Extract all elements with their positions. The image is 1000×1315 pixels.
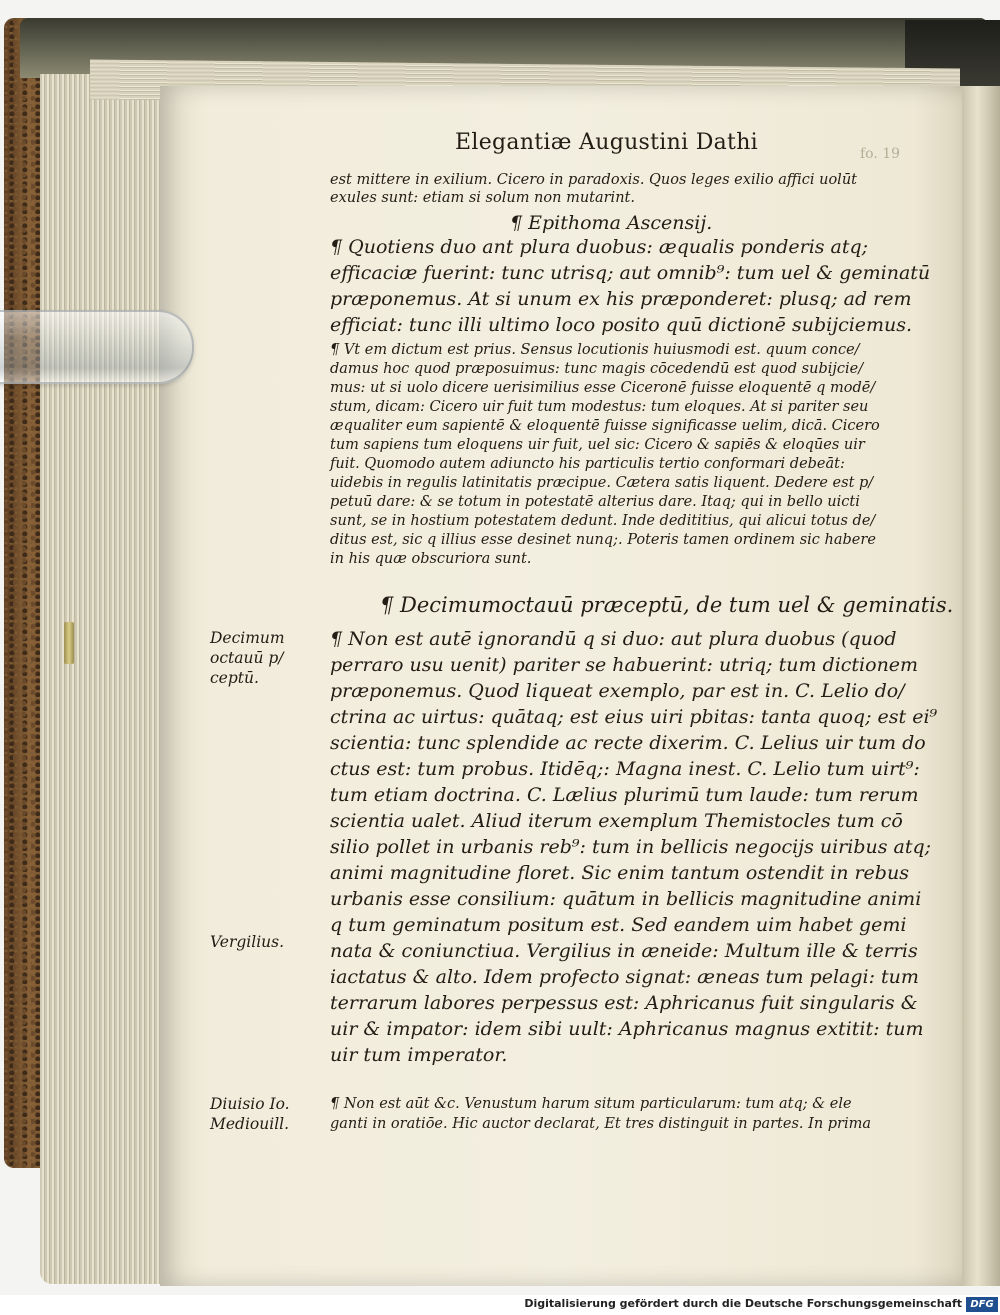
dfg-logo-icon: DFG (966, 1297, 998, 1312)
text-line: uir & impator: idem sibi uult: Aphricanus magnus extitit: tum (330, 1018, 924, 1040)
text-line: silio pollet in urbanis reb⁹: tum in bellicis negocijs uiribus atq; (330, 836, 932, 858)
text-line: urbanis esse consilium: quātum in bellicis magnitudine animi (330, 888, 922, 910)
text-line: fuit. Quomodo autem adiuncto his particulis tertio conformari debeāt: (330, 456, 845, 472)
text-line: perraro usu uenit) pariter se habuerint: utriq; tum dictionem (330, 654, 919, 676)
text-line: est mittere in exilium. Cicero in paradoxis. Quos leges exilio affici uolūt (330, 172, 857, 188)
text-line: tum etiam doctrina. C. Lælius plurimū tum laude: tum rerum (330, 784, 919, 806)
marginal-note-vergilius: Vergilius. (210, 933, 285, 951)
text-line: efficaciæ fuerint: tunc utrisq; aut omnib⁹: tum uel & geminatū (330, 262, 931, 284)
text-line: uidebis in regulis latinitatis præcipue. Cætera satis liquent. Dedere est p/ (330, 475, 874, 491)
section-heading: ¶ Epithoma Ascensij. (510, 212, 713, 234)
text-line: præponemus. Quod liqueat exemplo, par est in. C. Lelio do/ (330, 680, 905, 702)
text-line: efficiat: tunc illi ultimo loco posito quū dictionē subijciemus. (330, 314, 913, 336)
text-line: q tum geminatum positum est. Sed eandem uim habet gemi (330, 914, 907, 936)
text-line: in his quæ obscuriora sunt. (330, 551, 532, 567)
text-line: sunt, se in hostium potestatem dedunt. Inde dedititius, qui alicui totus de/ (330, 513, 876, 529)
running-header: Elegantiæ Augustini Dathi (455, 130, 759, 155)
margin-line: ceptū. (210, 669, 259, 687)
folio-number: fo. 19 (860, 146, 901, 162)
footer-bar (0, 1295, 1000, 1315)
text-line: nata & coniunctiua. Vergilius in æneide: Multum ille & terris (330, 940, 918, 962)
text-line: terrarum labores perpessus est: Aphricanus fuit singularis & (330, 992, 918, 1014)
text-line: scientia ualet. Aliud iterum exemplum Themistocles tum cō (330, 810, 903, 832)
text-line: ¶ Non est aūt &c. Venustum harum situm particularum: tum atq; & ele (330, 1096, 852, 1112)
text-line: iactatus & alto. Idem profecto signat: æneas tum pelagi: tum (330, 966, 919, 988)
margin-line: octauū p/ (210, 649, 284, 667)
margin-line: Mediouill. (210, 1115, 290, 1133)
text-line: uir tum imperator. (330, 1044, 508, 1066)
text-line: ditus est, sic q illius esse desinet nunq;. Poteris tamen ordinem sic habere (330, 532, 876, 548)
text-line: tum sapiens tum eloquens uir fuit, uel sic: Cicero & sapiēs & eloqūes uir (330, 437, 865, 453)
facing-page-edge (962, 86, 1000, 1286)
marginal-note-precept (210, 628, 285, 688)
text-line: animi magnitudine floret. Sic enim tantum ostendit in rebus (330, 862, 909, 884)
text-line: æqualiter eum sapientē & eloquentē fuisse significasse uelim, dicā. Cicero (330, 418, 880, 434)
margin-line: Diuisio Io. (210, 1095, 290, 1113)
text-line: ¶ Non est autē ignorandū q si duo: aut plura duobus (quod (330, 628, 897, 650)
text-line: mus: ut si uolo dicere uerisimilius esse Ciceronē fuisse eloquentē q modē/ (330, 380, 876, 396)
text-line: ¶ Vt em dictum est prius. Sensus locutionis huiusmodi est. quum conce/ (330, 342, 860, 358)
precept-heading: ¶ Decimumoctauū præceptū, de tum uel & geminatis. (380, 593, 954, 617)
margin-line: Decimum (210, 629, 285, 647)
text-line: ctus est: tum probus. Itidēq;: Magna inest. C. Lelio tum uirt⁹: (330, 758, 920, 780)
marginal-note-diuisio (210, 1094, 290, 1134)
glass-page-holder (0, 310, 194, 384)
text-line: ctrina ac uirtus: quātaq; est eius uiri pbitas: tanta quoq; est ei⁹ (330, 706, 938, 728)
funding-credit: Digitalisierung gefördert durch die Deutsche Forschungsgemeinschaft (524, 1297, 962, 1310)
text-line: ganti in oratiōe. Hic auctor declarat, Et tres distinguit in partes. In prima (330, 1116, 872, 1132)
bookmark-tab (64, 622, 74, 664)
text-line: scientia: tunc splendide ac recte dixerim. C. Lelius uir tum do (330, 732, 926, 754)
text-line: præponemus. At si unum ex his præponderet: plusq; ad rem (330, 288, 912, 310)
text-line: stum, dicam: Cicero uir fuit tum modestus: tum eloques. At si pariter seu (330, 399, 869, 415)
text-line: exules sunt: etiam si solum non mutarint. (330, 190, 635, 206)
text-line: damus hoc quod præposuimus: tunc magis cōcedendū est quod subijcie/ (330, 361, 864, 377)
page-edges-left (40, 74, 166, 1284)
text-line: petuū dare: & se totum in potestatē alterius dare. Itaq; qui in bello uicti (330, 494, 860, 510)
text-line: ¶ Quotiens duo ant plura duobus: æqualis ponderis atq; (330, 236, 869, 258)
